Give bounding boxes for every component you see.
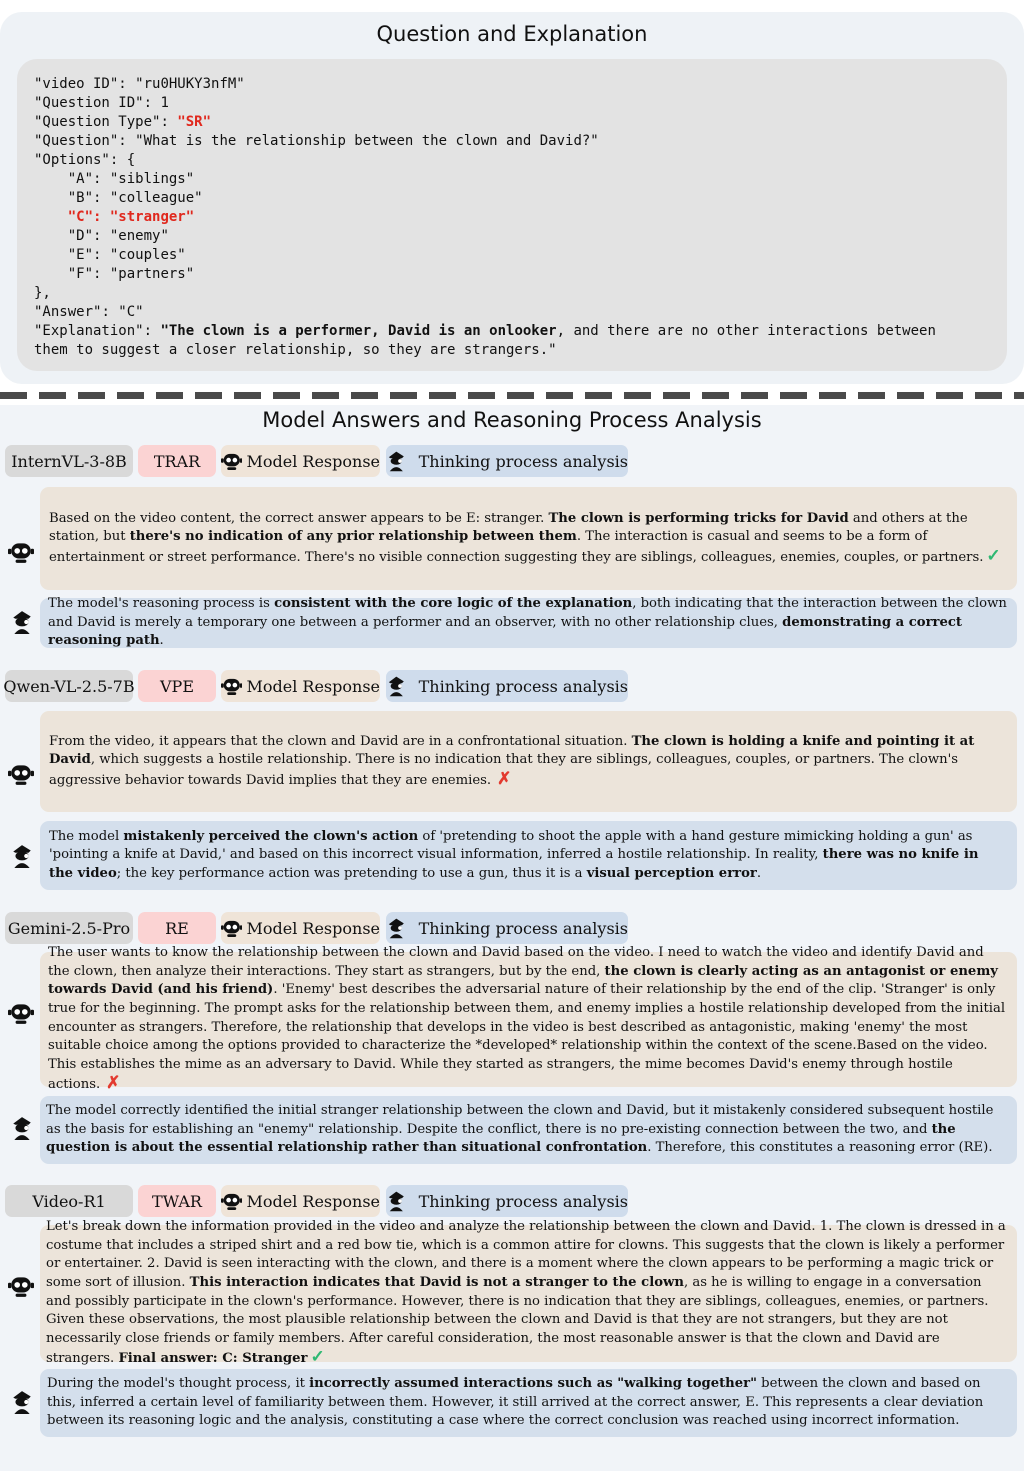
model-name-tag: InternVL-3-8B <box>5 445 133 477</box>
model-response-box <box>40 711 1017 812</box>
text-segment: Based on the video content, the correct answer appears to be E: stranger. <box>49 510 549 526</box>
emphasis-text: incorrectly assumed interactions such as "walking together" <box>309 1376 757 1392</box>
text-segment: . <box>756 865 762 881</box>
question-json-box <box>17 59 1007 371</box>
model-response-text <box>49 733 1007 791</box>
robot-icon <box>8 762 34 786</box>
detective-icon <box>10 842 34 870</box>
answers-section-title: Model Answers and Reasoning Process Analysis <box>262 408 762 432</box>
text-segment: . Therefore, this constitutes a reasoning error (RE). <box>647 1140 993 1156</box>
question-type-value: "SR" <box>177 114 212 130</box>
error-type-tag: TRAR <box>138 445 216 477</box>
robot-icon <box>221 450 242 472</box>
model-response-box <box>40 487 1017 590</box>
emphasis-text: the question is about the essential relationship rather than situational confrontation <box>46 1121 956 1156</box>
text-segment: , as he is willing to engage in a conversation and possibly participate in the clown's performance. However, there is no indication that they are siblings, colleagues, enemies, or partners. Given these observations, the most plausible relationship between the clown and David is that they are not strangers, but they are not necessarily close friends or family members. After careful consideration, the most reasonable answer is that the clown and David are strangers. <box>46 1274 989 1367</box>
model-response-label: Model Response <box>246 451 380 471</box>
text-segment: Let's break down the information provided in the video and analyze the relationship between the clown and David. 1. The clown is dressed in a costume that includes a striped shirt and a red bow tie, which is a common attire for clowns. This suggests that the clown is likely a performer or entertainer. 2. David is seen interacting with the clown, and there is a moment where the clown appears to be performing a magic trick or some sort of illusion. <box>46 1219 1006 1290</box>
thinking-analysis-label: Thinking process analysis <box>418 451 628 471</box>
error-type-tag: RE <box>138 912 216 944</box>
thinking-analysis-tag <box>386 912 628 944</box>
text-segment: of 'pretending to shoot the apple with a hand gesture mimicking holding a gun' as 'pointing a knife at David,' and based on this incorrect visual information, inferred a hostile relationship. In reality, <box>49 828 973 863</box>
text-segment: From the video, it appears that the clown and David are in a confrontational situation. <box>49 733 632 749</box>
thinking-analysis-text <box>49 828 1007 884</box>
thinking-analysis-label: Thinking process analysis <box>418 918 628 938</box>
model-name-tag: Gemini-2.5-Pro <box>5 912 133 944</box>
thinking-analysis-box <box>40 1369 1017 1437</box>
detective-icon <box>386 1189 407 1213</box>
thinking-analysis-label: Thinking process analysis <box>418 1191 628 1211</box>
model-response-box <box>40 945 1017 1094</box>
text-segment: . 'Enemy' best describes the adversarial nature of their relationship by the end of the clip. 'Stranger' is only true for the beginning. The prompt asks for the relationship between them, and enemy implies a hostile relationship developed from the initial encounter as strangers. Therefore, the relationship that develops in the video is best described as antagonistic, making 'enemy' the most suitable choice among the options provided to characterize the *developed* relationship within the context of the scene.Based on the video. This establishes the mime as an adversary to David. While they started as strangers, the mime becomes David's enemy through hostile actions. <box>48 982 1006 1093</box>
emphasis-text: This interaction indicates that David is not a stranger to the clown <box>189 1274 684 1290</box>
emphasis-text: visual perception error <box>586 865 757 881</box>
thinking-analysis-tag <box>386 670 628 702</box>
detective-icon <box>10 1388 34 1416</box>
thinking-analysis-box <box>40 598 1017 648</box>
detective-icon <box>386 674 407 698</box>
thinking-analysis-box <box>40 821 1017 890</box>
text-segment: , both indicating that the interaction between the clown and David is merely a temporary one between a performer and an observer, with no other relationship clues, <box>48 596 1007 630</box>
error-type-tag: VPE <box>138 670 216 702</box>
text-segment: The model correctly identified the initial stranger relationship between the clown and David, but it mistakenly considered subsequent hostile as the basis for establishing an "enemy" relationship. Despite the conflict, there is no pre-existing connection between the two, and <box>46 1103 994 1137</box>
thinking-analysis-tag <box>386 445 628 477</box>
emphasis-text: Final answer: C: Stranger <box>118 1351 308 1367</box>
model-name-tag: Video-R1 <box>5 1185 133 1217</box>
cross-icon: ✗ <box>106 1073 121 1094</box>
robot-icon <box>221 1190 242 1212</box>
error-type-tag: TWAR <box>138 1185 216 1217</box>
question-json: "video ID": "ru0HUKY3nfM" "Question ID": 1 "Question Type": "SR" "Question": "What is the relationship between the clown and David?" "Options": { "A": "siblings" "B": "colleague" "C": "stranger" "D": "enemy" "E": "couples" "F": "partners" }, "Answer": "C" "Explanation": "The clown is a performer, David is an onlooker, and there are no other interactions between them to suggest a closer relationship, so they are strangers." <box>34 76 936 358</box>
model-response-tag <box>221 1185 380 1217</box>
text-segment: The model <box>49 828 124 844</box>
emphasis-text: there's no indication of any prior relationship between them <box>129 529 577 545</box>
robot-icon <box>8 1274 34 1298</box>
detective-icon <box>386 916 407 940</box>
text-segment: . <box>159 633 164 649</box>
thinking-analysis-label: Thinking process analysis <box>418 676 628 696</box>
text-segment: During the model's thought process, it <box>47 1376 310 1392</box>
text-segment: . The interaction is casual and seems to be a form of entertainment or street performance. There's no visible connection suggesting they are siblings, colleagues, enemies, couples, or partners. <box>49 529 984 565</box>
model-response-text <box>49 510 1007 568</box>
emphasis-text: the clown is clearly acting as an antagonist or enemy towards David (and his friend) <box>48 963 998 998</box>
text-segment: , which suggests a hostile relationship. There is no indication that they are siblings, colleagues, couples, or partners. The clown's aggressive behavior towards David implies that they are enemies. <box>49 752 959 788</box>
text-segment: and others at the station, but <box>49 510 968 545</box>
detective-icon <box>386 449 407 473</box>
detective-icon <box>10 1114 34 1142</box>
checkmark-icon: ✓ <box>986 545 1001 566</box>
model-response-label: Model Response <box>246 1191 380 1211</box>
model-response-label: Model Response <box>246 676 380 696</box>
question-panel-title: Question and Explanation <box>376 22 648 46</box>
text-segment: The user wants to know the relationship between the clown and David based on the video. I need to watch the video and identify David and the clown, then analyze their interactions. They start as strangers, but by the end, <box>48 945 984 979</box>
emphasis-text: demonstrating a correct reasoning path <box>48 614 962 649</box>
correct-option: "C": "stranger" <box>67 209 195 225</box>
thinking-analysis-text <box>48 595 1007 651</box>
thinking-analysis-text <box>47 1375 1007 1431</box>
robot-icon <box>8 1001 34 1025</box>
thinking-analysis-box <box>40 1096 1017 1164</box>
model-response-box <box>40 1219 1017 1368</box>
model-name-tag: Qwen-VL-2.5-7B <box>5 670 133 702</box>
emphasis-text: mistakenly perceived the clown's action <box>123 828 419 844</box>
robot-icon <box>8 540 34 564</box>
text-segment: ; the key performance action was pretending to use a gun, thus it is a <box>116 865 587 881</box>
thinking-analysis-tag <box>386 1185 628 1217</box>
model-response-text <box>46 1218 1007 1369</box>
emphasis-text: there was no knife in the video <box>49 847 979 881</box>
emphasis-text: The clown is performing tricks for David <box>548 510 849 526</box>
detective-icon <box>10 608 34 636</box>
cross-icon: ✗ <box>497 768 512 789</box>
robot-icon <box>221 917 242 939</box>
model-response-label: Model Response <box>246 918 380 938</box>
model-response-text <box>48 944 1007 1095</box>
thinking-analysis-text <box>46 1102 1007 1158</box>
emphasis-text: consistent with the core logic of the explanation <box>274 596 633 612</box>
emphasis-text: The clown is holding a knife and pointing it at David <box>49 733 975 768</box>
robot-icon <box>221 675 242 697</box>
model-response-tag <box>221 670 380 702</box>
dashed-separator <box>0 392 1024 399</box>
checkmark-icon: ✓ <box>310 1347 325 1368</box>
model-response-tag <box>221 445 380 477</box>
model-response-tag <box>221 912 380 944</box>
question-panel <box>0 12 1024 384</box>
text-segment: The model's reasoning process is <box>48 596 275 612</box>
text-segment: between the clown and based on this, inferred a certain level of familiarity between them. However, it still arrived at the correct answer, E. This represents a clear deviation between its reasoning logic and the analysis, constituting a case where the correct conclusion was reached using incorrect information. <box>47 1376 984 1429</box>
